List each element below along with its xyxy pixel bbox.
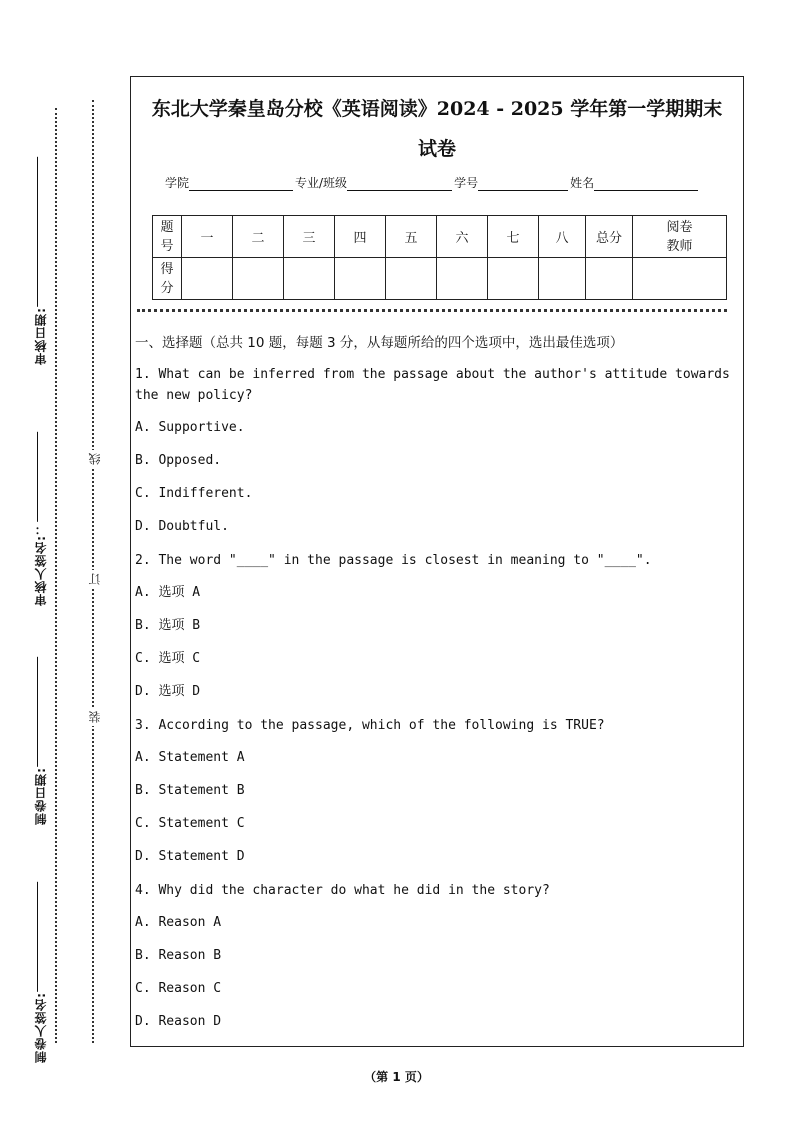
question-section	[135, 332, 741, 1045]
question-number-header: 题 号	[153, 216, 182, 258]
exam-title	[131, 89, 743, 169]
option-item: D. Doubtful.	[135, 519, 229, 534]
score-col-header: 七	[488, 216, 539, 258]
major-class-label: 专业/班级	[295, 176, 348, 190]
exam-frame	[130, 76, 744, 1047]
option-item: C. Indifferent.	[135, 486, 253, 501]
question-text: 2. The word "____" in the passage is closest in meaning to "____".	[135, 553, 652, 568]
student-id-field[interactable]	[478, 176, 568, 191]
question-text: 1. What can be inferred from the passage about the author's attitude towards the new policy?	[135, 367, 730, 403]
major-class-field[interactable]	[347, 176, 452, 191]
student-info-row	[165, 174, 700, 191]
score-cell[interactable]	[233, 258, 284, 300]
score-col-header: 四	[335, 216, 386, 258]
college-field[interactable]	[189, 176, 293, 191]
binding-mark-line: 线	[86, 450, 103, 468]
option-item: D. Reason D	[135, 1014, 222, 1029]
score-cell[interactable]	[284, 258, 335, 300]
score-col-header: 三	[284, 216, 335, 258]
option-item: B. 选项 B	[135, 618, 201, 633]
score-row-header: 得 分	[153, 258, 182, 300]
binding-dotted-line-outer	[55, 108, 57, 1043]
option-item: A. Statement A	[135, 750, 245, 765]
score-col-header: 五	[386, 216, 437, 258]
student-id-label: 学号	[454, 176, 479, 190]
name-field[interactable]	[594, 176, 698, 191]
score-cell[interactable]	[386, 258, 437, 300]
option-item: C. Statement C	[135, 816, 245, 831]
grader-cell[interactable]	[633, 258, 727, 300]
score-cell[interactable]	[182, 258, 233, 300]
score-col-header: 六	[437, 216, 488, 258]
option-item: C. Reason C	[135, 981, 222, 996]
option-item: C. 选项 C	[135, 651, 201, 666]
option-item: D. 选项 D	[135, 684, 201, 699]
name-label: 姓名	[570, 176, 595, 190]
option-item: B. Reason B	[135, 948, 222, 963]
option-item: B. Opposed.	[135, 453, 222, 468]
section-heading: 一、选择题（总共 10 题，每题 3 分，从每题所给的四个选项中，选出最佳选项）	[135, 335, 624, 351]
review-date-label: 审核日期:	[32, 155, 49, 367]
compiler-signature-label: 制卷人签名:	[32, 880, 49, 1065]
option-item: B. Statement B	[135, 783, 245, 798]
score-cell[interactable]	[539, 258, 586, 300]
score-col-header: 一	[182, 216, 233, 258]
score-cell[interactable]	[335, 258, 386, 300]
total-score-header: 总分	[586, 216, 633, 258]
score-col-header: 八	[539, 216, 586, 258]
reviewer-signature-label: 审核人签名:：	[32, 430, 49, 608]
score-table	[152, 215, 727, 300]
title-line-2: 试卷	[417, 138, 456, 160]
grader-header: 阅卷 教师	[633, 216, 727, 258]
score-cell[interactable]	[488, 258, 539, 300]
dotted-separator	[137, 309, 727, 312]
binding-mark-staple: 订	[86, 570, 103, 588]
total-score-cell[interactable]	[586, 258, 633, 300]
option-item: A. 选项 A	[135, 585, 201, 600]
option-item: A. Reason A	[135, 915, 222, 930]
page-number: （第 1 页）	[364, 1070, 429, 1084]
binding-mark-bind: 装	[86, 708, 103, 726]
option-item: D. Statement D	[135, 849, 245, 864]
option-item: A. Supportive.	[135, 420, 245, 435]
score-cell[interactable]	[437, 258, 488, 300]
question-text: 4. Why did the character do what he did in the story?	[135, 883, 550, 898]
compile-date-label: 制卷日期:	[32, 655, 49, 827]
score-col-header: 二	[233, 216, 284, 258]
college-label: 学院	[165, 176, 190, 190]
question-text: 3. According to the passage, which of the following is TRUE?	[135, 718, 605, 733]
title-line-1: 东北大学秦皇岛分校《英语阅读》2024 - 2025 学年第一学期期末	[151, 98, 723, 120]
